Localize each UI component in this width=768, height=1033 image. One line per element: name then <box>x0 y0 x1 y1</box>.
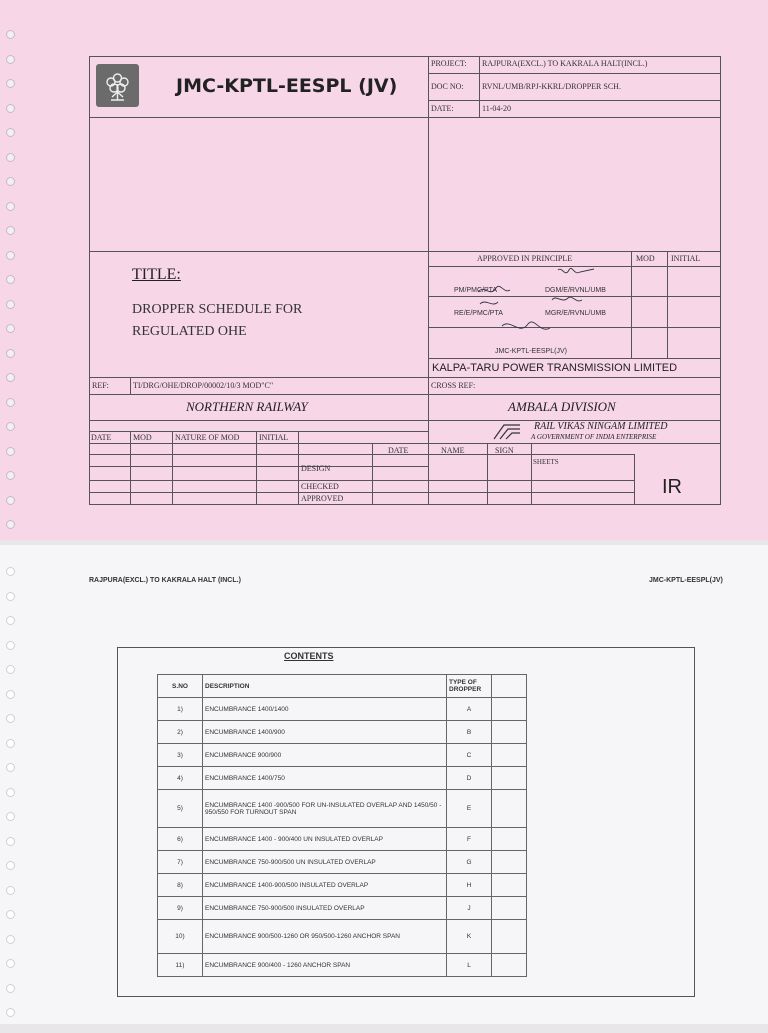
table-row <box>158 721 527 744</box>
row-extra <box>492 874 527 897</box>
title-label: TITLE: <box>132 266 181 283</box>
row-extra <box>492 744 527 767</box>
row-type: D <box>447 767 492 790</box>
row-sno: 11) <box>158 954 203 977</box>
cross-ref-label: CROSS REF: <box>431 381 476 390</box>
row-type: J <box>447 897 492 920</box>
row-sno: 8) <box>158 874 203 897</box>
design-label: DESIGN <box>301 464 331 473</box>
contents-table <box>157 674 527 977</box>
kalpa-taru-name: KALPA-TARU POWER TRANSMISSION LIMITED <box>432 362 678 374</box>
row-extra <box>492 851 527 874</box>
row-description: ENCUMBRANCE 1400/900 <box>203 721 447 744</box>
ref-value: TI/DRG/OHE/DROP/00002/10/3 MOD"C" <box>133 381 274 390</box>
binder-holes <box>6 30 16 545</box>
contents-header-row <box>158 675 527 698</box>
row-type: F <box>447 828 492 851</box>
row-extra <box>492 897 527 920</box>
row-sno: 2) <box>158 721 203 744</box>
date-value: 11-04-20 <box>482 104 512 113</box>
handwritten-signatures <box>470 264 620 356</box>
row-description: ENCUMBRANCE 1400-900/500 INSULATED OVERLAP <box>203 874 447 897</box>
table-row <box>158 851 527 874</box>
rvnl-subtitle: A GOVERNMENT OF INDIA ENTERPRISE <box>531 433 657 441</box>
division-name: AMBALA DIVISION <box>508 399 616 414</box>
docno-value: RVNL/UMB/RPJ-KKRL/DROPPER SCH. <box>482 82 621 91</box>
contents-header-left: RAJPURA(EXCL.) TO KAKRALA HALT (INCL.) <box>89 577 241 584</box>
row-sno: 5) <box>158 790 203 828</box>
row-extra <box>492 920 527 954</box>
rvnl-logo <box>490 421 524 441</box>
rev-nature-header: NATURE OF MOD <box>175 433 240 442</box>
row-type: H <box>447 874 492 897</box>
contents-body <box>158 698 527 977</box>
row-description: ENCUMBRANCE 1400 -900/500 FOR UN-INSULATED OVERLAP AND 1450/50 - 950/550 FOR TURNOUT SPAN <box>203 790 447 828</box>
mod-header: MOD <box>636 254 655 263</box>
drawing-title <box>132 299 302 343</box>
sheets-label: SHEETS <box>533 458 559 466</box>
row-sno: 9) <box>158 897 203 920</box>
table-row <box>158 698 527 721</box>
row-type: L <box>447 954 492 977</box>
row-extra <box>492 721 527 744</box>
row-type: G <box>447 851 492 874</box>
row-type: A <box>447 698 492 721</box>
row-type: B <box>447 721 492 744</box>
extra-header <box>492 675 527 698</box>
row-sno: 10) <box>158 920 203 954</box>
type-header: TYPE OF DROPPER <box>447 675 492 698</box>
company-name: JMC-KPTL-EESPL (JV) <box>176 75 398 97</box>
row-sno: 1) <box>158 698 203 721</box>
row-description: ENCUMBRANCE 900/500-1260 OR 950/500-1260 ANCHOR SPAN <box>203 920 447 954</box>
row-description: ENCUMBRANCE 750-900/500 UN INSULATED OVERLAP <box>203 851 447 874</box>
table-row <box>158 874 527 897</box>
row-description: ENCUMBRANCE 1400/1400 <box>203 698 447 721</box>
contents-header-right: JMC-KPTL-EESPL(JV) <box>649 577 723 584</box>
description-header: DESCRIPTION <box>203 675 447 698</box>
row-extra <box>492 954 527 977</box>
table-row <box>158 920 527 954</box>
railway-name: NORTHERN RAILWAY <box>186 399 308 414</box>
row-extra <box>492 828 527 851</box>
contents-title: CONTENTS <box>284 651 334 661</box>
row-type: C <box>447 744 492 767</box>
row-extra <box>492 698 527 721</box>
row-type: K <box>447 920 492 954</box>
sig-jmc: JMC-KPTL-EESPL(JV) <box>495 348 567 355</box>
row-description: ENCUMBRANCE 750-900/500 INSULATED OVERLAP <box>203 897 447 920</box>
table-row <box>158 954 527 977</box>
rvnl-name: RAIL VIKAS NINGAM LIMITED <box>534 421 668 432</box>
table-row <box>158 790 527 828</box>
title-line-2: REGULATED OHE <box>132 324 247 339</box>
table-row <box>158 767 527 790</box>
sig-re: RE/E/PMC/PTA <box>454 310 503 317</box>
ir-mark: IR <box>662 476 682 498</box>
rev-initial-header: INITIAL <box>259 433 289 442</box>
table-row <box>158 744 527 767</box>
row-description: ENCUMBRANCE 900/900 <box>203 744 447 767</box>
rev-mod-header: MOD <box>133 433 152 442</box>
title-line-1: DROPPER SCHEDULE FOR <box>132 302 303 317</box>
row-sno: 3) <box>158 744 203 767</box>
row-description: ENCUMBRANCE 1400/750 <box>203 767 447 790</box>
sig-mgr: MGR/E/RVNL/UMB <box>545 310 606 317</box>
name-col-header: NAME <box>441 446 465 455</box>
project-value: RAJPURA(EXCL.) TO KAKRALA HALT(INCL.) <box>482 59 648 68</box>
date-label: DATE: <box>431 104 454 113</box>
docno-label: DOC NO: <box>431 82 464 91</box>
row-sno: 6) <box>158 828 203 851</box>
company-logo <box>96 64 139 107</box>
approved-label: APPROVED <box>301 494 344 503</box>
initial-header: INITIAL <box>671 254 701 263</box>
checked-label: CHECKED <box>301 482 339 491</box>
sig-dgm: DGM/E/RVNL/UMB <box>545 287 606 294</box>
row-sno: 7) <box>158 851 203 874</box>
sig-pm: PM/PMC/PTA <box>454 287 498 294</box>
date-col-header: DATE <box>388 446 409 455</box>
project-label: PROJECT: <box>431 59 467 68</box>
row-description: ENCUMBRANCE 900/400 - 1260 ANCHOR SPAN <box>203 954 447 977</box>
ref-label: REF: <box>92 381 109 390</box>
row-extra <box>492 767 527 790</box>
table-row <box>158 897 527 920</box>
sign-col-header: SIGN <box>495 446 514 455</box>
binder-holes <box>6 567 16 1033</box>
sno-header: S.NO <box>158 675 203 698</box>
row-sno: 4) <box>158 767 203 790</box>
approved-in-principle: APPROVED IN PRINCIPLE <box>477 254 573 263</box>
row-description: ENCUMBRANCE 1400 - 900/400 UN INSULATED OVERLAP <box>203 828 447 851</box>
row-type: E <box>447 790 492 828</box>
rev-date-header: DATE <box>91 433 112 442</box>
row-extra <box>492 790 527 828</box>
table-row <box>158 828 527 851</box>
